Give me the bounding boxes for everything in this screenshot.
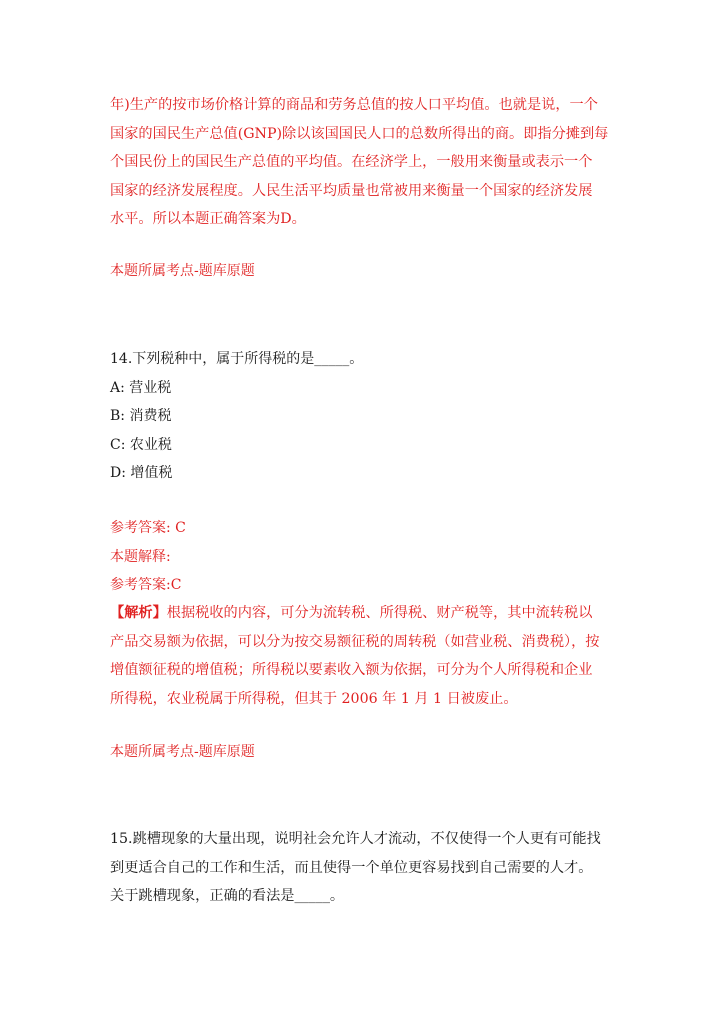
analysis-line — [110, 599, 620, 628]
analysis-line: 增值额征税的增值税；所得税以要素收入额为依据，可分为个人所得税和企业 — [110, 662, 593, 678]
q13-source: 本题所属考点-题库原题 — [110, 263, 255, 279]
question-stem: 14.下列税种中，属于所得税的是_____。 — [110, 351, 364, 367]
analysis-line: 产品交易额为依据，可以分为按交易额征税的周转税（如营业税、消费税），按 — [110, 633, 600, 650]
q15-question — [110, 825, 620, 911]
explanation-line: 国家的经济发展程度。人民生活平均质量也常被用来衡量一个国家的经济发展 — [110, 182, 593, 199]
q14-answer-section — [110, 514, 620, 600]
question-stem-line: 15.跳槽现象的大量出现，说明社会允许人才流动，不仅使得一个人更有可能找 — [110, 831, 601, 847]
option-c: C: 农业税 — [110, 436, 172, 453]
explanation-line: 个国民份上的国民生产总值的平均值。在经济学上，一般用来衡量或表示一个 — [110, 154, 593, 170]
option-b: B: 消费税 — [110, 408, 172, 424]
option-d: D: 增值税 — [110, 465, 173, 481]
question-stem-line: 到更适合自己的工作和生活，而且使得一个单位更容易找到自己需要的人才。 — [110, 859, 593, 876]
explain-label: 本题解释: — [110, 548, 171, 565]
option-a: A: 营业税 — [110, 379, 172, 396]
answer-label: 参考答案: C — [110, 520, 186, 536]
q14-source: 本题所属考点-题库原题 — [110, 744, 255, 760]
q14-analysis — [110, 599, 620, 713]
analysis-text: 根据税收的内容，可分为流转税、所得税、财产税等，其中流转税以 — [166, 605, 593, 621]
explanation-line: 国家的国民生产总值(GNP)除以该国国民人口的总数所得出的商。即指分摊到每 — [110, 125, 609, 142]
q13-explanation — [110, 91, 620, 234]
explanation-line: 水平。所以本题正确答案为D。 — [110, 211, 306, 227]
analysis-line: 所得税，农业税属于所得税，但其于 2006 年 1 月 1 日被废止。 — [110, 690, 518, 707]
option-list — [110, 374, 620, 488]
analysis-tag: 【解析】 — [110, 605, 167, 621]
answer-repeat: 参考答案:C — [110, 577, 182, 593]
question-stem-line: 关于跳槽现象，正确的看法是_____。 — [110, 888, 345, 904]
q14-question — [110, 345, 620, 488]
explanation-line: 年)生产的按市场价格计算的商品和劳务总值的按人口平均值。也就是说，一个 — [110, 97, 598, 113]
